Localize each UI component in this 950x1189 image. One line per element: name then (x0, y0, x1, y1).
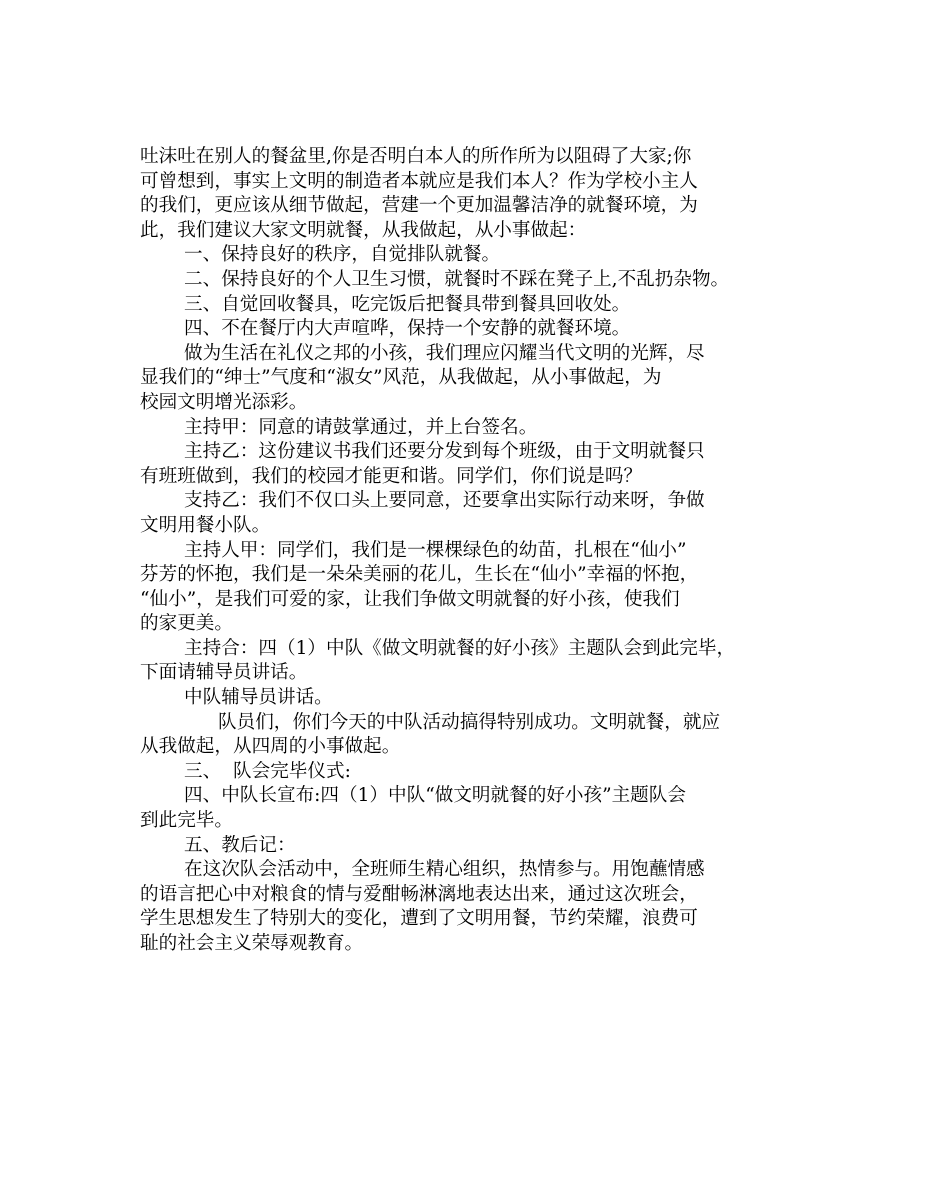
text-line: 学生思想发生了特别大的变化，遭到了文明用餐，节约荣耀，浪费可 (140, 908, 698, 930)
text-line: 吐沫吐在别人的餐盆里,你是否明白本人的所作所为以阻碍了大家;你 (140, 146, 692, 167)
text-line: 芬芳的怀抱，我们是一朵朵美丽的花儿，生长在“仙小”幸福的怀抱， (140, 564, 699, 586)
text-line: 耻的社会主义荣辱观教育。 (140, 933, 364, 954)
text-line: 队员们，你们今天的中队活动搞得特别成功。文明就餐，就应 (218, 711, 721, 733)
text-line: 主持乙：这份建议书我们还要分发到每个班级，由于文明就餐只 (184, 441, 705, 463)
text-line: 的家更美。 (140, 613, 233, 635)
text-line: 显我们的“绅士”气度和“淑女”风范，从我做起，从小事做起，为 (140, 367, 662, 389)
text-line: 在这次队会活动中，全班师生精心组织，热情参与。用饱蘸情感 (184, 859, 705, 881)
list-item: 一、保持良好的秩序，自觉排队就餐。 (184, 244, 501, 266)
text-line: 到此完毕。 (140, 810, 233, 832)
section-heading: 五、教后记： (184, 834, 296, 856)
list-item: 二、保持良好的个人卫生习惯，就餐时不踩在凳子上,不乱扔杂物。 (184, 268, 730, 290)
text-line: 做为生活在礼仪之邦的小孩，我们理应闪耀当代文明的光辉，尽 (184, 342, 705, 364)
text-line: 校园文明增光添彩。 (140, 391, 308, 413)
section-heading: 三、 队会完毕仪式: (184, 760, 351, 782)
text-line: 主持人甲：同学们，我们是一棵棵绿色的幼苗，扎根在“仙小” (184, 539, 687, 561)
text-line: 此，我们建议大家文明就餐，从我做起，从小事做起： (140, 219, 587, 241)
text-line: 有班班做到，我们的校园才能更和谐。同学们，你们说是吗？ (140, 465, 643, 487)
text-line: 可曾想到，事实上文明的制造者本就应是我们本人？作为学校小主人 (140, 170, 698, 192)
document-body (140, 145, 820, 957)
text-line: 中队辅导员讲话。 (184, 687, 333, 709)
text-line: 主持合：四（1）中队《做文明就餐的好小孩》主题队会到此完毕， (184, 637, 736, 659)
list-item: 三、自觉回收餐具，吃完饭后把餐具带到餐具回收处。 (184, 293, 631, 315)
text-line: “仙小”，是我们可爱的家，让我们争做文明就餐的好小孩，使我们 (140, 588, 680, 610)
text-line: 支持乙：我们不仅口头上要同意，还要拿出实际行动来呀，争做 (184, 490, 705, 512)
list-item: 四、不在餐厅内大声喧哗，保持一个安静的就餐环境。 (184, 318, 631, 340)
text-line: 主持甲：同意的请鼓掌通过，并上台签名。 (184, 416, 538, 438)
text-line: 从我做起，从四周的小事做起。 (140, 736, 401, 758)
text-line: 的语言把心中对粮食的情与爱酣畅淋漓地表达出来，通过这次班会， (140, 883, 698, 905)
text-line: 下面请辅导员讲话。 (140, 662, 308, 684)
text-line: 的我们，更应该从细节做起，营建一个更加温馨洁净的就餐环境，为 (140, 195, 698, 217)
text-line: 文明用餐小队。 (140, 514, 271, 536)
section-heading: 四、中队长宣布:四（1）中队“做文明就餐的好小孩”主题队会 (184, 785, 686, 807)
